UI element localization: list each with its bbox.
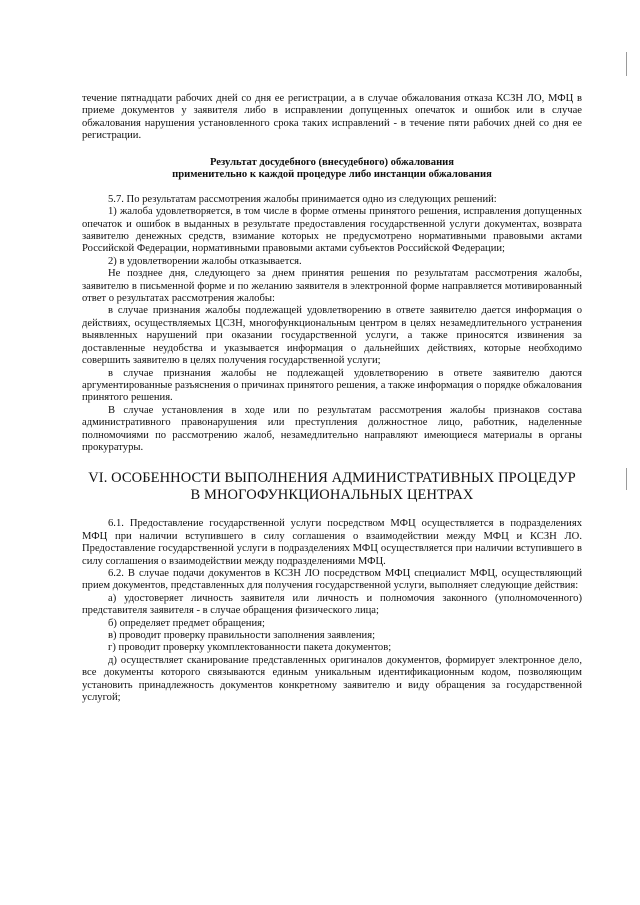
- result-heading-line: Результат досудебного (внесудебного) обжалования: [209, 156, 455, 168]
- section-6-heading: [82, 470, 582, 504]
- paragraph-6-1: 6.1. Предоставление государственной услуги посредством МФЦ осуществляется в подразделениях МФЦ при наличии вступившего в силу соглашения о взаимодействии между МФЦ и КСЗН ЛО. Предоставление государственной услуги в подразделениях МФЦ осуществляется при наличии вступившего в силу соглашения о взаимодействии между подразделениями МФЦ.: [82, 518, 582, 567]
- paragraph-5-7-1: 1) жалоба удовлетворяется, в том числе в форме отмены принятого решения, исправления допущенных опечаток и ошибок в выданных в результате предоставления государственной услуги документах, возврата заявителю денежных средств, взимание которых не предусмотрено нормативными правовыми актами Российской Федерации, нормативными правовыми актами субъектов Российской Федерации;: [82, 206, 582, 255]
- paragraph-6-2-v: в) проводит проверку правильности заполнения заявления;: [108, 630, 376, 641]
- paragraph-case-not-satisfied: в случае признания жалобы не подлежащей удовлетворению в ответе заявителю даются аргументированные разъяснения о причинах принятого решения, а также информация о порядке обжалования принятого решения.: [82, 367, 582, 404]
- result-heading: [82, 157, 582, 182]
- paragraph-case-crime: В случае установления в ходе или по результатам рассмотрения жалобы признаков состава административного правонарушения или преступления должностное лицо, работник, наделенные полномочиями по рассмотрению жалоб, незамедлительно направляют имеющиеся материалы в органы прокуратуры.: [82, 404, 582, 453]
- paragraph-6-2-d: д) осуществляет сканирование представленных оригиналов документов, формирует электронное дело, все документы которого связываются единым уникальным идентификационным кодом, позволяющим установить принадлежность документов конкретному заявителю и виду обращения за государственной услугой;: [82, 654, 582, 704]
- document-body: [82, 93, 582, 704]
- margin-mark: [626, 468, 627, 490]
- paragraph-6-2: 6.2. В случае подачи документов в КСЗН ЛО посредством МФЦ специалист МФЦ, осуществляющий прием документов, представленных для получения государственной услуги, выполняет следующие действия:: [82, 567, 582, 592]
- result-heading-line: применительно к каждой процедуре либо инстанции обжалования: [172, 169, 492, 181]
- paragraph-response-deadline: Не позднее дня, следующего за днем принятия решения по результатам рассмотрения жалобы, заявителю в письменной форме и по желанию заявителя в электронной форме направляется мотивированный ответ о результатах рассмотрения жалобы:: [82, 268, 582, 305]
- paragraph-6-2-b: б) определяет предмет обращения;: [108, 617, 265, 629]
- margin-mark: [626, 52, 627, 76]
- paragraph-6-2-a: а) удостоверяет личность заявителя или личность и полномочия законного (уполномоченного) представителя заявителя - в случае обращения физического лица;: [82, 592, 582, 617]
- section-6-heading-line: VI. ОСОБЕННОСТИ ВЫПОЛНЕНИЯ АДМИНИСТРАТИВНЫХ ПРОЦЕДУР: [88, 470, 576, 487]
- paragraph-continuation: течение пятнадцати рабочих дней со дня ее регистрации, а в случае обжалования отказа КСЗН ЛО, МФЦ в приеме документов у заявителя либо в исправлении допущенных опечаток и ошибок или в случае обжалования нарушения установленного срока таких исправлений - в течение пяти рабочих дней со дня ее регистрации.: [82, 93, 582, 142]
- section-6-heading-line: В МНОГОФУНКЦИОНАЛЬНЫХ ЦЕНТРАХ: [190, 487, 474, 504]
- paragraph-5-7-2: 2) в удовлетворении жалобы отказывается.: [108, 255, 302, 267]
- paragraph-6-2-g: г) проводит проверку укомплектованности пакета документов;: [108, 642, 392, 654]
- paragraph-5-7: 5.7. По результатам рассмотрения жалобы принимается одно из следующих решений:: [108, 193, 497, 205]
- paragraph-case-satisfied: в случае признания жалобы подлежащей удовлетворению в ответе заявителю дается информация о действиях, осуществляемых ЦСЗН, многофункциональным центром в целях незамедлительного устранения выявленных нарушений при оказании государственной услуги, а также приносятся извинения за доставленные неудобства и указывается информация о дальнейших действиях, которые необходимо совершить заявителю в целях получения государственной услуги;: [82, 305, 582, 367]
